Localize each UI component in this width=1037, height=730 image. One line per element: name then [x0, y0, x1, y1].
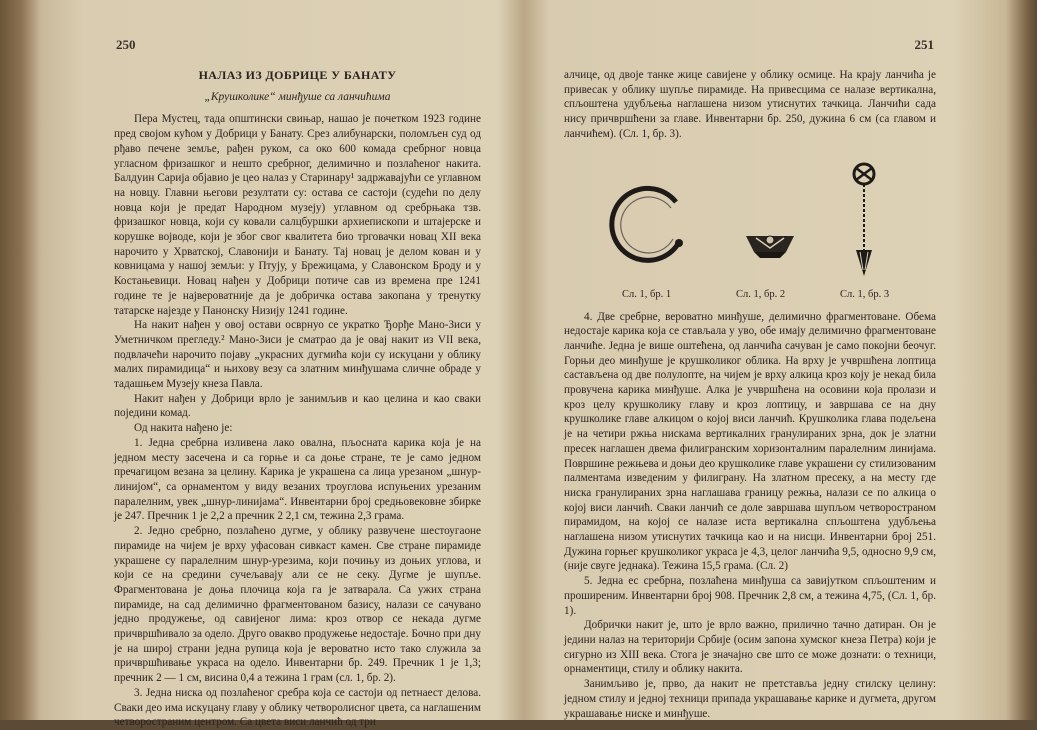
- paragraph: 2. Једно сребрно, позлаћено дугме, у облику развучене шестоугаоне пирамиде на чијем је врху уфасован сивкаст камен. Све стране пирамиде украшене су паралелним шнур-урезима, који почињу из доњих углова, и који се на средини сучељавају али се не секу. Дугме је шупље. Фрагментована је доња плочица која га је затварала. Са ужих страна пирамиде, на сад делимично фрагментованом базису, налази се сачувано једно продужење, од савијеног лима: кроз отвор се некада дугме причвршћивало за одело. Друго овакво продужење недостаје. Бочно при дну је на широј страни једна рупица која је вероватно исто тако служила за причвршћивање украса на одело. Инвентарни бр. 249. Пречник 1 је 1,3; пречник 2 — 1 см, висина 0,4 а тежина 1 грам (сл. 1, бр. 2).: [114, 525, 481, 685]
- right-page: [564, 37, 936, 721]
- article-subtitle: „Крушколике“ минђуше са ланчићима: [204, 90, 391, 103]
- page-number: 251: [914, 37, 934, 52]
- paragraph: алчице, од двоје танке жице савијене у облику осмице. На крају ланчића је привесак у облику шупље пирамиде. На привесцима се налазе вертикална, спљоштена удубљења наглашена низом утиснутих тачкица. Ланчићи сада нису причвршћени за главе. Инвентарни бр. 250, дужина 6 см (са главом и ланчићем). (Сл. 1, бр. 3).: [564, 69, 936, 140]
- ring-earring-illustration: [606, 180, 696, 270]
- figure-caption: Сл. 1, бр. 1: [622, 288, 672, 300]
- paragraph: Добрички накит је, што је врло важно, прилично тачно датиран. Он је једини налаз на територији Србије (осим запона хумског кнеза Петра) који је сигурно из XIII века. Стога је значајно све што се може дознати: о техници, орнаментици, стилу и облику накита.: [564, 619, 936, 676]
- paragraph: Пера Мустец, тада општински свињар, нашао је почетком 1923 године пред својом кућом у Добрици у Банату. Срез алибунарски, поломљен суд од рђаво печене земље, рађен руком, са око 600 комада сребрног новца угласном фризашког и нешто сребрног, делимично и позлаћеног накита. Балдуин Сарија објавио је цео налаз у Старинару¹ задржавајући се углавном на новцу. Главни његови резултати су: остава се састоји (судећи по делу новца који је предат Народном музеју) углавном од сребрњака тзв. фризашког новца, који су ковали салцбуршки архиепископи и штајерске и корушке војводе, који је због свог квалитета био трговачки новац XII века нарочито у Хрватској, Славонији и Банату. Тај новац је делом кован и у ковницама у нашој земљи: у Птују, у Брежицама, у Славонском Броду и у Костањевици. Новац нађен у Добрици потиче сав из времена пре 1241 године те је највероватније да је добричка остава закопана у тренутку татарске најезде у Панонску Низију 1241 године.: [114, 113, 481, 317]
- figure-caption: Сл. 1, бр. 2: [736, 288, 786, 300]
- paragraph: На накит нађен у овој остави осврнуо се укратко Ђорђе Мано-Зиси у Уметничком прегледу.² Мано-Зиси је сматрао да је овај накит из VII века, подвлачећи нарочито појаву „украсних дугмића који су искуцани у облику малих пирамидица“ и њихову везу са златним минђушама сличне обраде у тадашњем Музеју кнеза Павла.: [114, 319, 481, 391]
- figure-caption: Сл. 1, бр. 3: [840, 288, 890, 300]
- paragraph: 5. Једна ес сребрна, позлаћена минђуша са завијутком спљоштеним и проширеним. Инвентарни број 908. Пречник 2,8 см, а тежина 4,75, (Сл. 1, бр. 1).: [564, 575, 936, 617]
- figure-1: [564, 162, 936, 310]
- article-title: НАЛАЗ ИЗ ДОБРИЦЕ У БАНАТУ: [198, 68, 397, 82]
- paragraph: Од накита нађено је:: [134, 422, 233, 435]
- paragraph: Накит нађен у Добрици врло је занимљив и као целина и као сваки поједини комад.: [114, 392, 481, 420]
- paragraph: Занимљиво је, прво, да накит не претставља једну стилску целину: једном стилу и једној техници припада украшавање карике и дугмета, другом украшавање ниске и минђуше.: [564, 678, 936, 720]
- paragraph: 1. Једна сребрна изливена лако овална, пљосната карика која је на једном месту засечена и са горње и са доње стране, те је само једном пречагицом везана за целину. Карика је украшена са лица урезаном „шнур-линијом“, са орнаментом у виду везаних троуглова испуњених урезаним паралелним, увек „шнур-линијама“. Инвентарни број средњовековне збирке је 247. Пречник 1 је 2,2 а пречник 2 2,1 см, тежина 2,3 грама.: [114, 436, 481, 523]
- page-number: 250: [116, 37, 136, 52]
- pendant-chain-illustration: [846, 162, 882, 282]
- left-page: [114, 37, 481, 730]
- paragraph: 3. Једна ниска од позлаћеног сребра која се састоји од петнаест делова. Сваки део има искуцану главу у облику четворолисног цвета, са наглашеним четвоространим центром. Са цвета виси ланчић од три: [114, 686, 481, 729]
- paragraph: 4. Две сребрне, вероватно минђуше, делимично фрагментоване. Обема недостаје карика која се стављала у уво, обе имају делимично фрагментоване ланчиће. Једна је више оштећена, од ланчића сачуван је само покојни беочуг. Горњи део минђуше је крушколиког облика. На врху је учвршћена лоптица састављена од две полулопте, на чијем је врху алкица кроз коју је некад била провучена карика минђуше. Алка је учвршћена на осовини која пролази и кроз целу крушколику главу и кроз лоптицу, и завршава се на дну крушколике главе алкицом о којој виси ланчић. Крушколика глава подељена је на четири ржња нискама вертикалних гранулираних зрна, док је златни пресек наглашен двема филигранским хоризонталним паралелним линијама. Површине режњева и доњи део крушколике главе украшени су стилизованим палментама изведеним у филиграну. На златном пресеку, а на месту где ниска гранулираних зрна наглашава границу режња, налази се по алкица о којој виси ланчић. Сваки ланчић се доле завршава шупљом четвоространом пирамидом, на којој се налазе иста вертикална спљоштена удубљења наглашена низом утиснутих тачкица као и на нисци. Инвентарни број 251. Дужина горњег крушколиког украса је 4,3, целог ланчића 9,5, односно 9,9 см, (није свуге једнака). Тежина 15,5 грама. (Сл. 2): [564, 310, 936, 573]
- pyramid-button-illustration: [742, 226, 798, 262]
